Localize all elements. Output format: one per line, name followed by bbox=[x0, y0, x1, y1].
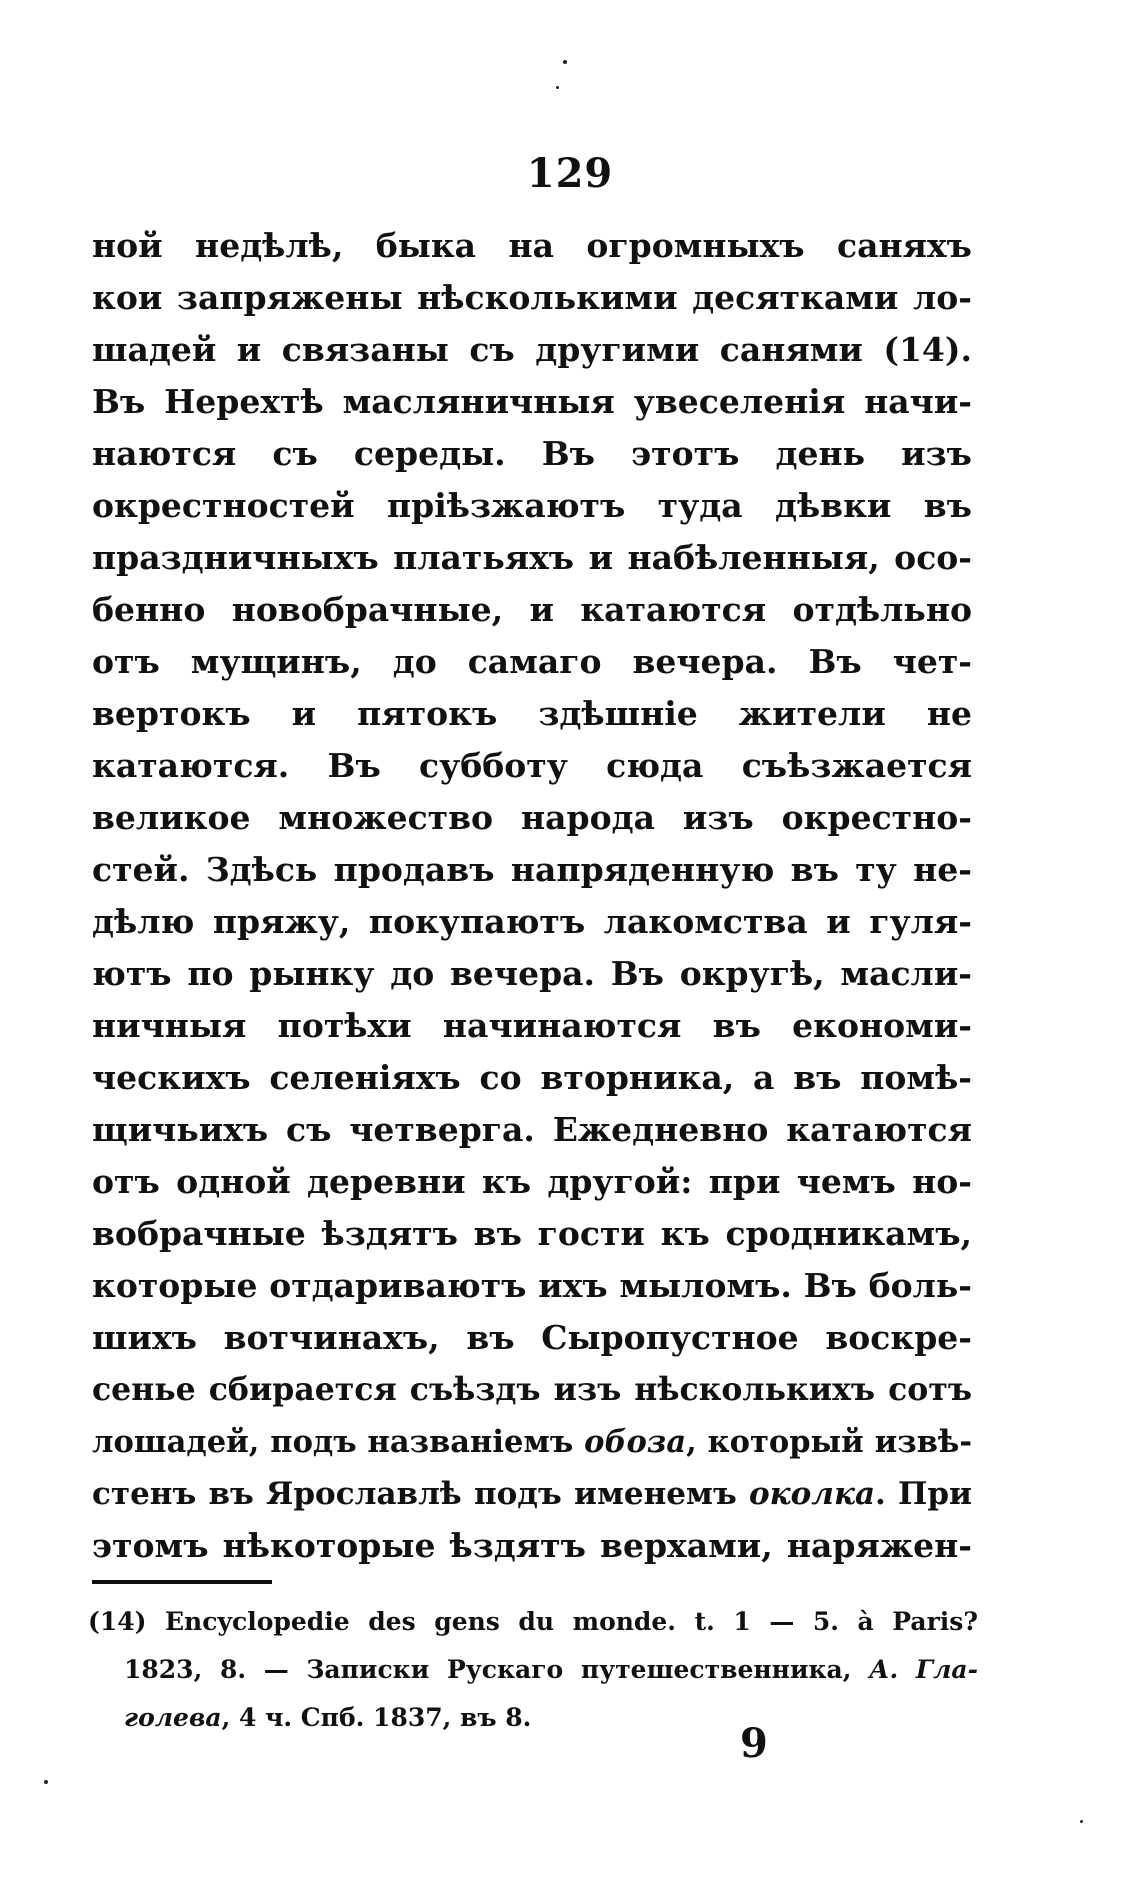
scan-speck bbox=[563, 60, 567, 64]
text-line: стенъ въ Ярославлѣ подъ именемъ околка. При bbox=[92, 1476, 972, 1512]
text-line: шихъ вотчинахъ, въ Сыропустное воскре- bbox=[92, 1318, 972, 1357]
body-text bbox=[92, 220, 972, 1572]
text-line: отъ мущинъ, до самаго вечера. Въ чет- bbox=[92, 642, 972, 681]
text-line: вобрачные ѣздятъ въ гости къ сродникамъ, bbox=[92, 1214, 972, 1253]
scan-speck bbox=[556, 86, 559, 89]
scan-speck bbox=[44, 1780, 48, 1784]
text-line: отъ одной деревни къ другой: при чемъ но- bbox=[92, 1162, 972, 1201]
footnote-line: (14) Encyclopedie des gens du monde. t. 1 — 5. à Paris? bbox=[88, 1607, 978, 1636]
text-line: вертокъ и пятокъ здѣшніе жители не bbox=[92, 694, 972, 733]
text-line: щичьихъ съ четверга. Ежедневно катаются bbox=[92, 1110, 972, 1149]
text-line: окрестностей пріѣзжаютъ туда дѣвки въ bbox=[92, 486, 972, 525]
text-line: ютъ по рынку до вечера. Въ округѣ, масли- bbox=[92, 954, 972, 993]
scan-speck bbox=[1080, 1820, 1083, 1823]
text-line: праздничныхъ платьяхъ и набѣленныя, осо- bbox=[92, 538, 972, 577]
footnote-author: голева bbox=[124, 1703, 222, 1732]
text-line: ничныя потѣхи начинаются въ економи- bbox=[92, 1006, 972, 1045]
text-line: ческихъ селеніяхъ со вторника, а въ помѣ- bbox=[92, 1058, 972, 1097]
footnote-rule bbox=[92, 1580, 272, 1584]
italic-term: околка bbox=[748, 1476, 876, 1512]
text-line: сенье сбирается съѣздъ изъ нѣсколькихъ сотъ bbox=[92, 1371, 972, 1408]
page-number: 129 bbox=[526, 150, 614, 197]
text-line: ной недѣлѣ, быка на огромныхъ саняхъ bbox=[92, 226, 972, 265]
text-line: стей. Здѣсь продавъ напряденную въ ту не- bbox=[92, 850, 972, 889]
footnote-author: А. Гла- bbox=[869, 1655, 978, 1684]
text-line: шадей и связаны съ другими санями (14). bbox=[92, 330, 972, 369]
text-line: которые отдариваютъ ихъ мыломъ. Въ боль- bbox=[92, 1266, 972, 1305]
text-line: Въ Нерехтѣ масляничныя увеселенія начи- bbox=[92, 382, 972, 421]
text-line: дѣлю пряжу, покупаютъ лакомства и гуля- bbox=[92, 902, 972, 941]
text-line: кои запряжены нѣсколькими десятками ло- bbox=[92, 278, 972, 317]
text-line: наются съ середы. Въ этотъ день изъ bbox=[92, 434, 972, 473]
footnote-line: 1823, 8. — Записки Рускаго путешественника, А. Гла- bbox=[124, 1655, 978, 1684]
signature-mark: 9 bbox=[740, 1720, 768, 1767]
footnote-line: голева, 4 ч. Спб. 1837, въ 8. bbox=[124, 1703, 532, 1732]
footnote bbox=[88, 1598, 978, 1742]
italic-term: обоза bbox=[584, 1424, 687, 1460]
text-line: катаются. Въ субботу сюда съѣзжается bbox=[92, 746, 972, 785]
text-line: этомъ нѣкоторые ѣздятъ верхами, наряжен- bbox=[92, 1526, 972, 1565]
text-line: лошадей, подъ названіемъ обоза, который извѣ- bbox=[92, 1424, 972, 1460]
text-line: бенно новобрачные, и катаются отдѣльно bbox=[92, 590, 972, 629]
text-line: великое множество народа изъ окрестно- bbox=[92, 798, 972, 837]
